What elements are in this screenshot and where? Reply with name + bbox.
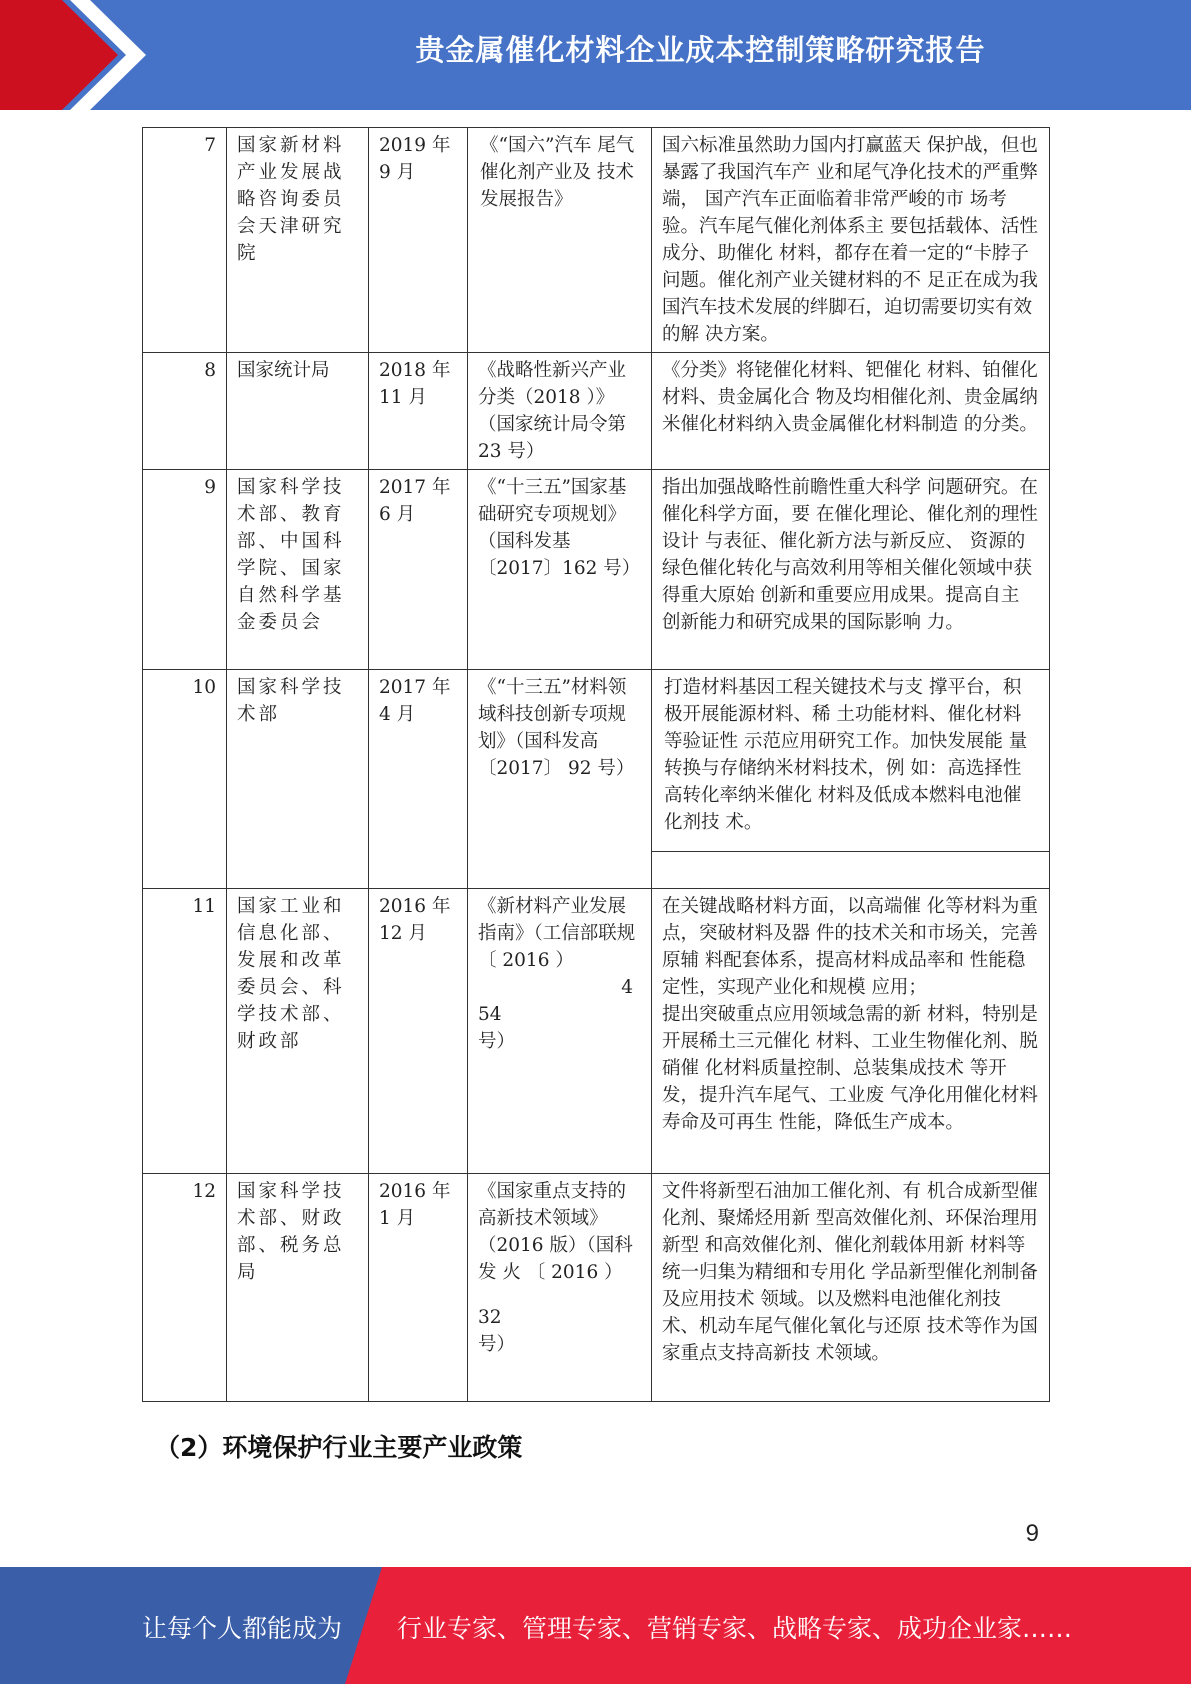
footer-slogan-left: 让每个人都能成为 bbox=[142, 1614, 343, 1643]
footer-slogan-right: 行业专家、管理专家、营销专家、战略专家、成功企业家…… bbox=[397, 1614, 1073, 1643]
policy-content bbox=[652, 670, 1050, 889]
issuing-department: 国家科学技术部、财政部、税务总局 bbox=[227, 1174, 369, 1402]
document-name bbox=[468, 1174, 652, 1402]
content-paragraph: 提出突破重点应用领域急需的新 材料，特别是开展稀土三元催化 材料、工业生物催化剂、脱硝催 化材料质量控制、总装集成技术 等开发，提升汽车尾气、工业废 气净化用催化材料寿命及可再生 性能，降低生产成本。 bbox=[662, 1004, 1038, 1133]
issue-date: 2019 年 9 月 bbox=[369, 128, 468, 353]
row-number: 10 bbox=[143, 670, 227, 889]
issuing-department: 国家工业和信息化部、发展和改革委员会、科学技术部、财政部 bbox=[227, 889, 369, 1174]
table-row bbox=[143, 128, 1050, 353]
cell-divider bbox=[652, 851, 1049, 852]
issuing-department: 国家新材料产业发展战略咨询委员会天津研究院 bbox=[227, 128, 369, 353]
document-name: 《“十三五”材料领域科技创新专项规划》（国科发高〔2017〕 92 号） bbox=[468, 670, 652, 889]
content-text: 打造材料基因工程关键技术与支 撑平台，积极开展能源材料、稀 土功能材料、催化材料等验证性 示范应用研究工作。加快发展能 量转换与存储纳米材料技术，例 如：高选择性高转化率纳米催化 材料及低成本燃料电池催化剂技 术。 bbox=[664, 677, 1028, 833]
section-heading: （2）环境保护行业主要产业政策 bbox=[155, 1433, 523, 1462]
table-row bbox=[143, 670, 1050, 889]
document-name bbox=[468, 889, 652, 1174]
table-row bbox=[143, 353, 1050, 470]
page-footer bbox=[0, 1567, 1191, 1684]
document-name: 《战略性新兴产业分类（2018 ）》（国家统计局令第 23 号） bbox=[468, 353, 652, 470]
issuing-department: 国家科学技术部、教育部、中国科学院、国家自然科学基金委员会 bbox=[227, 470, 369, 670]
page-number: 9 bbox=[1025, 1520, 1039, 1547]
document-name-line: 32 bbox=[478, 1307, 502, 1328]
row-number: 8 bbox=[143, 353, 227, 470]
table-row bbox=[143, 889, 1050, 1174]
issue-date: 2018 年 11 月 bbox=[369, 353, 468, 470]
row-number: 7 bbox=[143, 128, 227, 353]
page-header bbox=[0, 0, 1191, 110]
issue-date: 2016 年 1 月 bbox=[369, 1174, 468, 1402]
row-number: 9 bbox=[143, 470, 227, 670]
policy-content: 《分类》将铑催化材料、钯催化 材料、铂催化材料、贵金属化合 物及均相催化剂、贵金属纳米催化材料纳入贵金属催化材料制造 的分类。 bbox=[652, 353, 1050, 470]
document-name: 《“国六”汽车 尾气催化剂产业及 技术发展报告》 bbox=[468, 128, 652, 353]
issue-date: 2017 年 6 月 bbox=[369, 470, 468, 670]
issuing-department: 国家科学技术部 bbox=[227, 670, 369, 889]
table-row bbox=[143, 1174, 1050, 1402]
document-name-line: 4 bbox=[621, 977, 633, 998]
report-title: 贵金属催化材料企业成本控制策略研究报告 bbox=[415, 33, 986, 67]
content-paragraph: 在关键战略材料方面，以高端催 化等材料为重点，突破材料及器 件的技术关和市场关，完善原辅 料配套体系，提高材料成品率和 性能稳定性，实现产业化和规模 应用； bbox=[662, 896, 1038, 998]
row-number: 11 bbox=[143, 889, 227, 1174]
issue-date: 2016 年 12 月 bbox=[369, 889, 468, 1174]
policy-table bbox=[142, 127, 1050, 1402]
policy-content: 指出加强战略性前瞻性重大科学 问题研究。在催化科学方面，要 在催化理论、催化剂的理性设计 与表征、催化新方法与新反应、 资源的绿色催化转化与高效利用等相关催化领域中获得重大原始 创新和重要应用成果。提高自主 创新能力和研究成果的国际影响 力。 bbox=[652, 470, 1050, 670]
document-name: 《“十三五”国家基础研究专项规划》（国科发基〔2017〕162 号） bbox=[468, 470, 652, 670]
header-arrow-decoration bbox=[0, 0, 150, 110]
policy-content: 文件将新型石油加工催化剂、有 机合成新型催化剂、聚烯烃用新 型高效催化剂、环保治理用新型 和高效催化剂、催化剂载体用新 材料等统一归集为精细和专用化 学品新型催化剂制备及应用技术 领域。以及燃料电池催化剂技 术、机动车尾气催化氧化与还原 技术等作为国家重点支持高新技 术领域。 bbox=[652, 1174, 1050, 1402]
policy-content bbox=[652, 889, 1050, 1174]
row-number: 12 bbox=[143, 1174, 227, 1402]
document-name-line: 54 bbox=[478, 1004, 502, 1025]
table-row bbox=[143, 470, 1050, 670]
issuing-department: 国家统计局 bbox=[227, 353, 369, 470]
policy-content: 国六标准虽然助力国内打赢蓝天 保护战，但也暴露了我国汽车产 业和尾气净化技术的严重弊端， 国产汽车正面临着非常严峻的市 场考验。汽车尾气催化剂体系主 要包括载体、活性成分、助催化 材料，都存在着一定的“卡脖子 问题。催化剂产业关键材料的不 足正在成为我国汽车技术发展的绊脚石，迫切需要切实有效的解 决方案。 bbox=[652, 128, 1050, 353]
document-name-line: 《国家重点支持的高新技术领域》（2016 版）（国科发 火 〔 2016 ） bbox=[478, 1181, 633, 1283]
document-name-line: 号） bbox=[478, 1031, 516, 1052]
document-name-line: 《新材料产业发展指南》（工信部联规 〔 2016 ） bbox=[478, 896, 636, 971]
issue-date: 2017 年 4 月 bbox=[369, 670, 468, 889]
document-name-line: 号） bbox=[478, 1334, 516, 1355]
